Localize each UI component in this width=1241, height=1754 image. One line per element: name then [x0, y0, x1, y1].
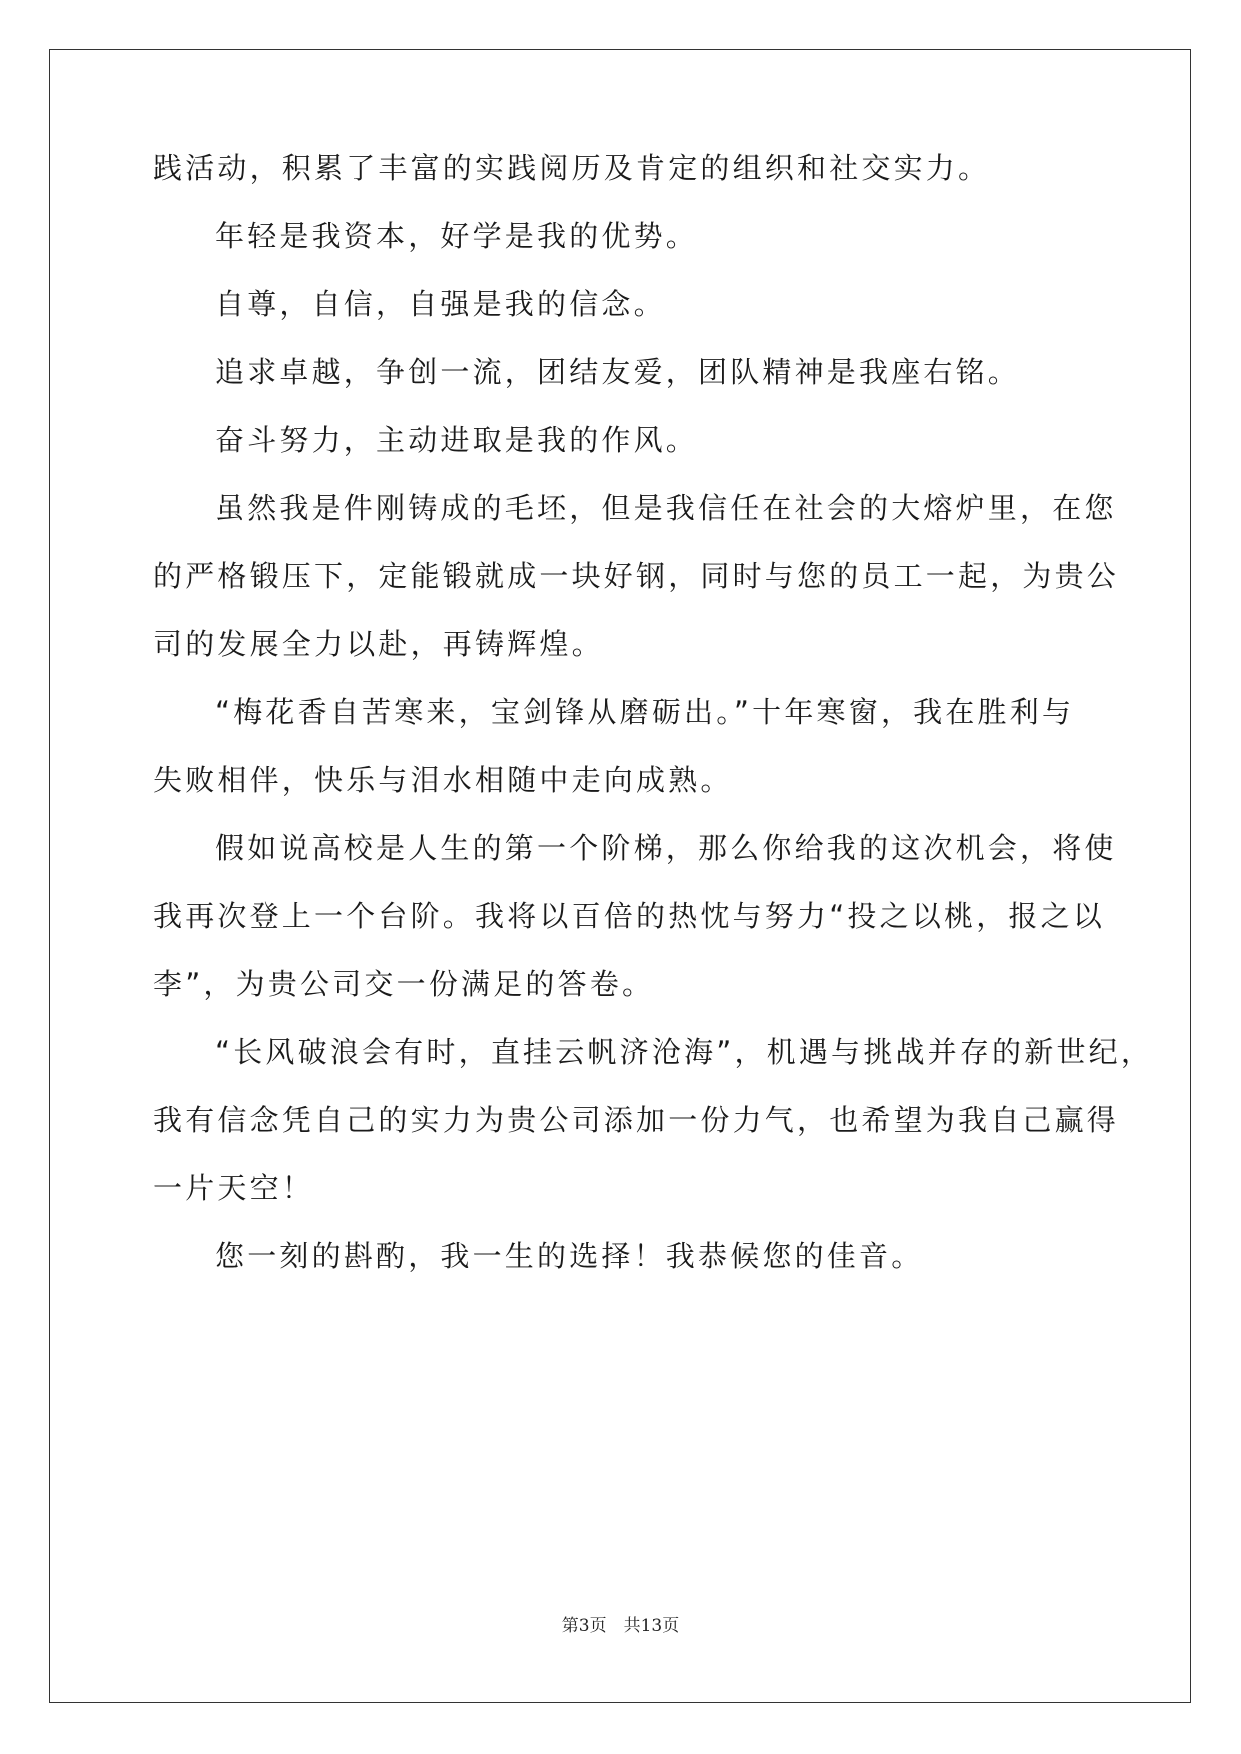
document-body [153, 151, 1154, 1307]
text-line: 奋斗努力，主动进取是我的作风。 [215, 423, 699, 457]
page-footer [0, 1611, 1241, 1636]
text-line: “长风破浪会有时，直挂云帆济沧海”，机遇与挑战并存的新世纪， [215, 1035, 1154, 1069]
text-line: 李”，为贵公司交一份满足的答卷。 [153, 967, 655, 1001]
text-line: 我再次登上一个台阶。我将以百倍的热忱与努力“投之以桃，报之以 [153, 899, 1106, 933]
text-line: 一片天空！ [153, 1171, 315, 1205]
text-line: 虽然我是件刚铸成的毛坯，但是我信任在社会的大熔炉里，在您 [215, 491, 1117, 525]
text-line: 践活动，积累了丰富的实践阅历及肯定的组织和社交实力。 [153, 151, 991, 185]
page-number-label: 第3页 共13页 [561, 1616, 680, 1636]
text-line: 自尊，自信，自强是我的信念。 [215, 287, 666, 321]
text-line: 假如说高校是人生的第一个阶梯，那么你给我的这次机会，将使 [215, 831, 1117, 865]
text-line: 失败相伴，快乐与泪水相随中走向成熟。 [153, 763, 733, 797]
text-line: 年轻是我资本，好学是我的优势。 [215, 219, 699, 253]
text-line: 追求卓越，争创一流，团结友爱，团队精神是我座右铭。 [215, 355, 1021, 389]
text-line: 司的发展全力以赴，再铸辉煌。 [153, 627, 604, 661]
text-line: “梅花香自苦寒来，宝剑锋从磨砺出。”十年寒窗，我在胜利与 [215, 695, 1075, 729]
text-line: 我有信念凭自己的实力为贵公司添加一份力气，也希望为我自己赢得 [153, 1103, 1120, 1137]
text-line: 您一刻的斟酌，我一生的选择！我恭候您的佳音。 [215, 1239, 924, 1273]
text-line: 的严格锻压下，定能锻就成一块好钢，同时与您的员工一起，为贵公 [153, 559, 1120, 593]
